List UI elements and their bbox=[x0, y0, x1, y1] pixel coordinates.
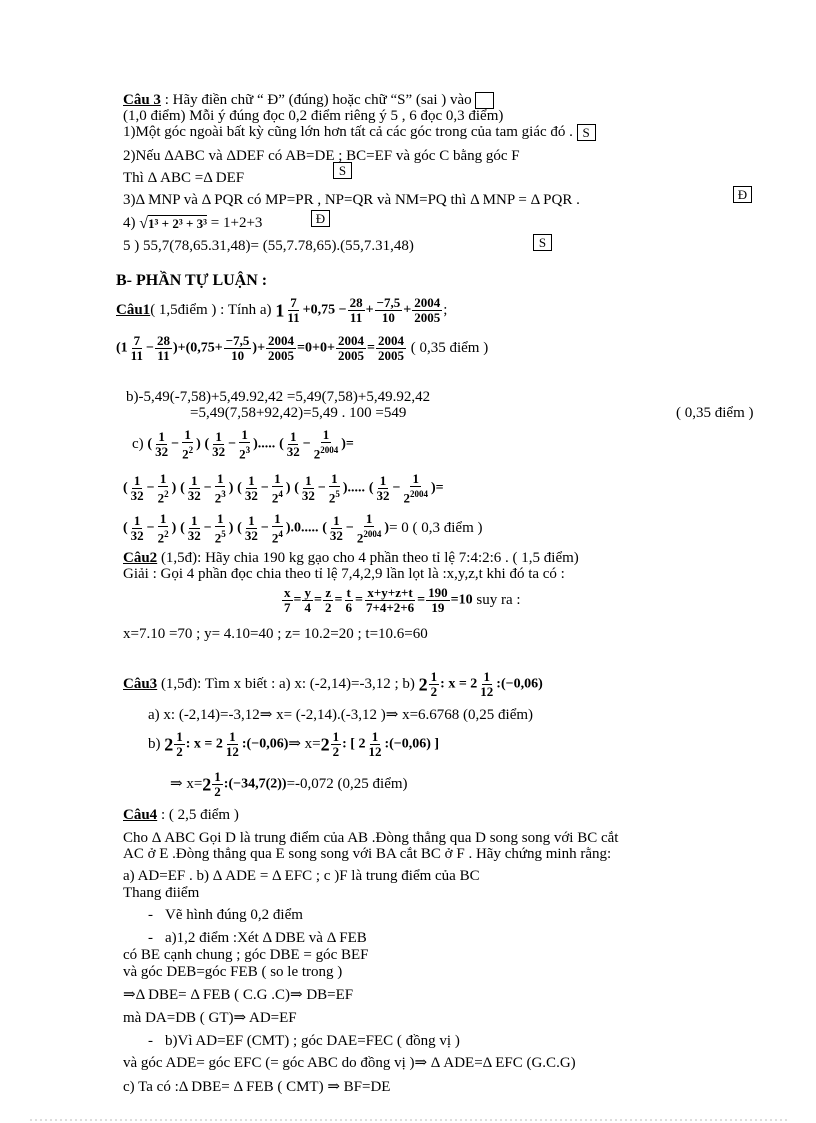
cau3-line1: Câu 3 : Hãy điền chữ “ Đ” (đúng) hoặc chữ “S” (sai ) vào bbox=[123, 92, 494, 109]
answer-box-empty[interactable] bbox=[475, 92, 494, 109]
cau3-intro: Câu3 (1,5đ): Tìm x biết : a) x: (-2,14)=-3,12 ; b) 2 $\frac{1}{2}$ : x = 2 $\frac{1}{12}$ :(−0,06) bbox=[123, 669, 543, 699]
cau4-l7: - b)Vì AD=EF (CMT) ; góc DAE=FEC ( đồng vị ) bbox=[148, 1033, 460, 1049]
cau3-a: a) x: (-2,14)=-3,12⇒ x= (-2,14).(-3,12 )⇒ x=6.6768 (0,25 điểm) bbox=[148, 707, 534, 723]
cau1-a-solution: (1 $\frac{7}{11}$ − $\frac{28}{11}$ )+(0,75+ $\frac{-7,5}{10}$ )+ $\frac{2004}{2005}$ =0+0+ $\frac{2004}{2005}$ = $\frac{2004}{2005}$ ( 0,35 điểm ) bbox=[116, 333, 489, 363]
cau1-c-line2: ( $\frac{1}{32}$ − $\frac{1}{2^2}$ ) ( $\frac{1}{32}$ − $\frac{1}{2^3}$ ) ( $\frac{1}{32}$ − $\frac{1}{2^4}$ ) ( $\frac{1}{32}$ − $\frac{1}{2^5}$ )..... ( $\frac{1}{32}$ − $\frac{1}{2^{2004}}$ )= bbox=[123, 471, 444, 506]
cau4-l5: ⇒Δ DBE= Δ FEB ( C.G .C)⇒ DB=EF bbox=[123, 987, 354, 1003]
answer-box-4[interactable]: Đ bbox=[311, 210, 330, 227]
answer-box-2[interactable]: S bbox=[333, 162, 352, 179]
cau4-l9: c) Ta có :Δ DBE= Δ FEB ( CMT) ⇒ BF=DE bbox=[123, 1079, 391, 1095]
statement-1: 1)Một góc ngoài bất kỳ cũng lớn hơn tất cả các góc trong của tam giác đó . S bbox=[123, 124, 596, 141]
statement-3: 3)Δ MNP và Δ PQR có MP=PR , NP=QR và NM=PQ thì Δ MNP = Δ PQR . bbox=[123, 192, 580, 208]
answer-box-3[interactable]: Đ bbox=[733, 186, 752, 203]
cau3-title: Câu 3 bbox=[123, 92, 161, 108]
sqrt-expression: √1³ + 2³ + 3³ bbox=[139, 214, 208, 232]
page-break-divider bbox=[0, 1117, 816, 1123]
cau4-l1: - Vẽ hình đúng 0,2 điểm bbox=[148, 907, 303, 923]
cau4-l2: - a)1,2 điểm :Xét Δ DBE và Δ FEB bbox=[148, 930, 367, 946]
statement-2b: Thì Δ ABC =Δ DEF bbox=[123, 170, 245, 186]
cau1-c-line1: c) ( $\frac{1}{32}$ − $\frac{1}{2^2}$ ) ( $\frac{1}{32}$ − $\frac{1}{2^3}$ )..... ( $\frac{1}{32}$ − $\frac{1}{2^{2004}}$ )= bbox=[132, 427, 354, 462]
answer-box-1[interactable]: S bbox=[577, 124, 596, 141]
cau3-line2: (1,0 điểm) Mỗi ý đúng đọc 0,2 điểm riêng ý 5 , 6 đọc 0,3 điểm) bbox=[123, 108, 504, 124]
answer-box-5[interactable]: S bbox=[533, 234, 552, 251]
cau1-b-line1: b)-5,49(-7,58)+5,49.92,42 =5,49(7,58)+5,49.92,42 bbox=[126, 389, 431, 405]
cau1-b-score: ( 0,35 điểm ) bbox=[676, 405, 754, 421]
cau2-intro: Câu2 (1,5đ): Hãy chia 190 kg gạo cho 4 phần theo tỉ lệ 7:4:2:6 . ( 1,5 điểm) bbox=[123, 550, 579, 566]
cau4-p1: Cho Δ ABC Gọi D là trung điểm của AB .Đòng thẳng qua D song song với BC cắt bbox=[123, 830, 619, 846]
cau4-p4: Thang điiểm bbox=[123, 885, 200, 901]
cau4-l3: có BE cạnh chung ; góc DBE = góc BEF bbox=[123, 947, 369, 963]
cau1-intro: Câu1( 1,5điểm ) : Tính a) 1 $\frac{7}{11}$ +0,75 − $\frac{28}{11}$ + $\frac{-7,5}{10}$ + $\frac{2004}{2005}$ ; bbox=[116, 295, 448, 325]
statement-2: 2)Nếu ΔABC và ΔDEF có AB=DE ; BC=EF và góc C bằng góc F bbox=[123, 148, 520, 164]
cau2-ratio: $\frac{x}{7}$ = $\frac{y}{4}$ = $\frac{z}{2}$ = $\frac{t}{6}$ = $\frac{x+y+z+t}{7+4+2+6}$ = $\frac{190}{19}$ =10 suy ra : bbox=[284, 585, 521, 616]
statement-4: 4) √1³ + 2³ + 3³ = 1+2+3 bbox=[123, 214, 263, 232]
cau4-intro: Câu4 : ( 2,5 điểm ) bbox=[123, 807, 239, 823]
cau2-result: x=7.10 =70 ; y= 4.10=40 ; z= 10.2=20 ; t=10.6=60 bbox=[123, 626, 428, 642]
cau4-p3: a) AD=EF . b) Δ ADE = Δ EFC ; c )F là trung điểm của BC bbox=[123, 868, 480, 884]
cau1-b-line2: =5,49(7,58+92,42)=5,49 . 100 =549 bbox=[190, 405, 407, 421]
section-heading: B- PHẦN TỰ LUẬN : bbox=[116, 272, 268, 289]
cau3-b: b) 2 $\frac{1}{2}$ : x = 2 $\frac{1}{12}$ :(−0,06)⇒ x=2 $\frac{1}{2}$ : [ 2 $\frac{1}{12}$ :(−0,06) ] bbox=[148, 729, 440, 759]
cau1-c-line3: ( $\frac{1}{32}$ − $\frac{1}{2^2}$ ) ( $\frac{1}{32}$ − $\frac{1}{2^5}$ ) ( $\frac{1}{32}$ − $\frac{1}{2^4}$ ).0..... ( $\frac{1}{32}$ − $\frac{1}{2^{2004}}$ )= 0 ( 0,3 điểm ) bbox=[123, 511, 483, 546]
cau4-l8: và góc ADE= góc EFC (= góc ABC do đồng vị )⇒ Δ ADE=Δ EFC (G.C.G) bbox=[123, 1055, 576, 1071]
statement-5: 5 ) 55,7(78,65.31,48)= (55,7.78,65).(55,7.31,48) bbox=[123, 238, 414, 254]
cau4-l4: và góc DEB=góc FEB ( so le trong ) bbox=[123, 964, 343, 980]
cau4-l6: mà DA=DB ( GT)⇒ AD=EF bbox=[123, 1010, 297, 1026]
cau3-b2: ⇒ x=2 $\frac{1}{2}$ :(−34,7(2))=-0,072 (0,25 điểm) bbox=[170, 769, 408, 799]
cau4-p2: AC ở E .Đòng thẳng qua E song song với BA cắt BC ở F . Hãy chứng minh rằng: bbox=[123, 846, 612, 862]
cau2-solution: Giải : Gọi 4 phần đọc chia theo tỉ lệ 7,4,2,9 lần lọt là :x,y,z,t khi đó ta có : bbox=[123, 566, 565, 582]
